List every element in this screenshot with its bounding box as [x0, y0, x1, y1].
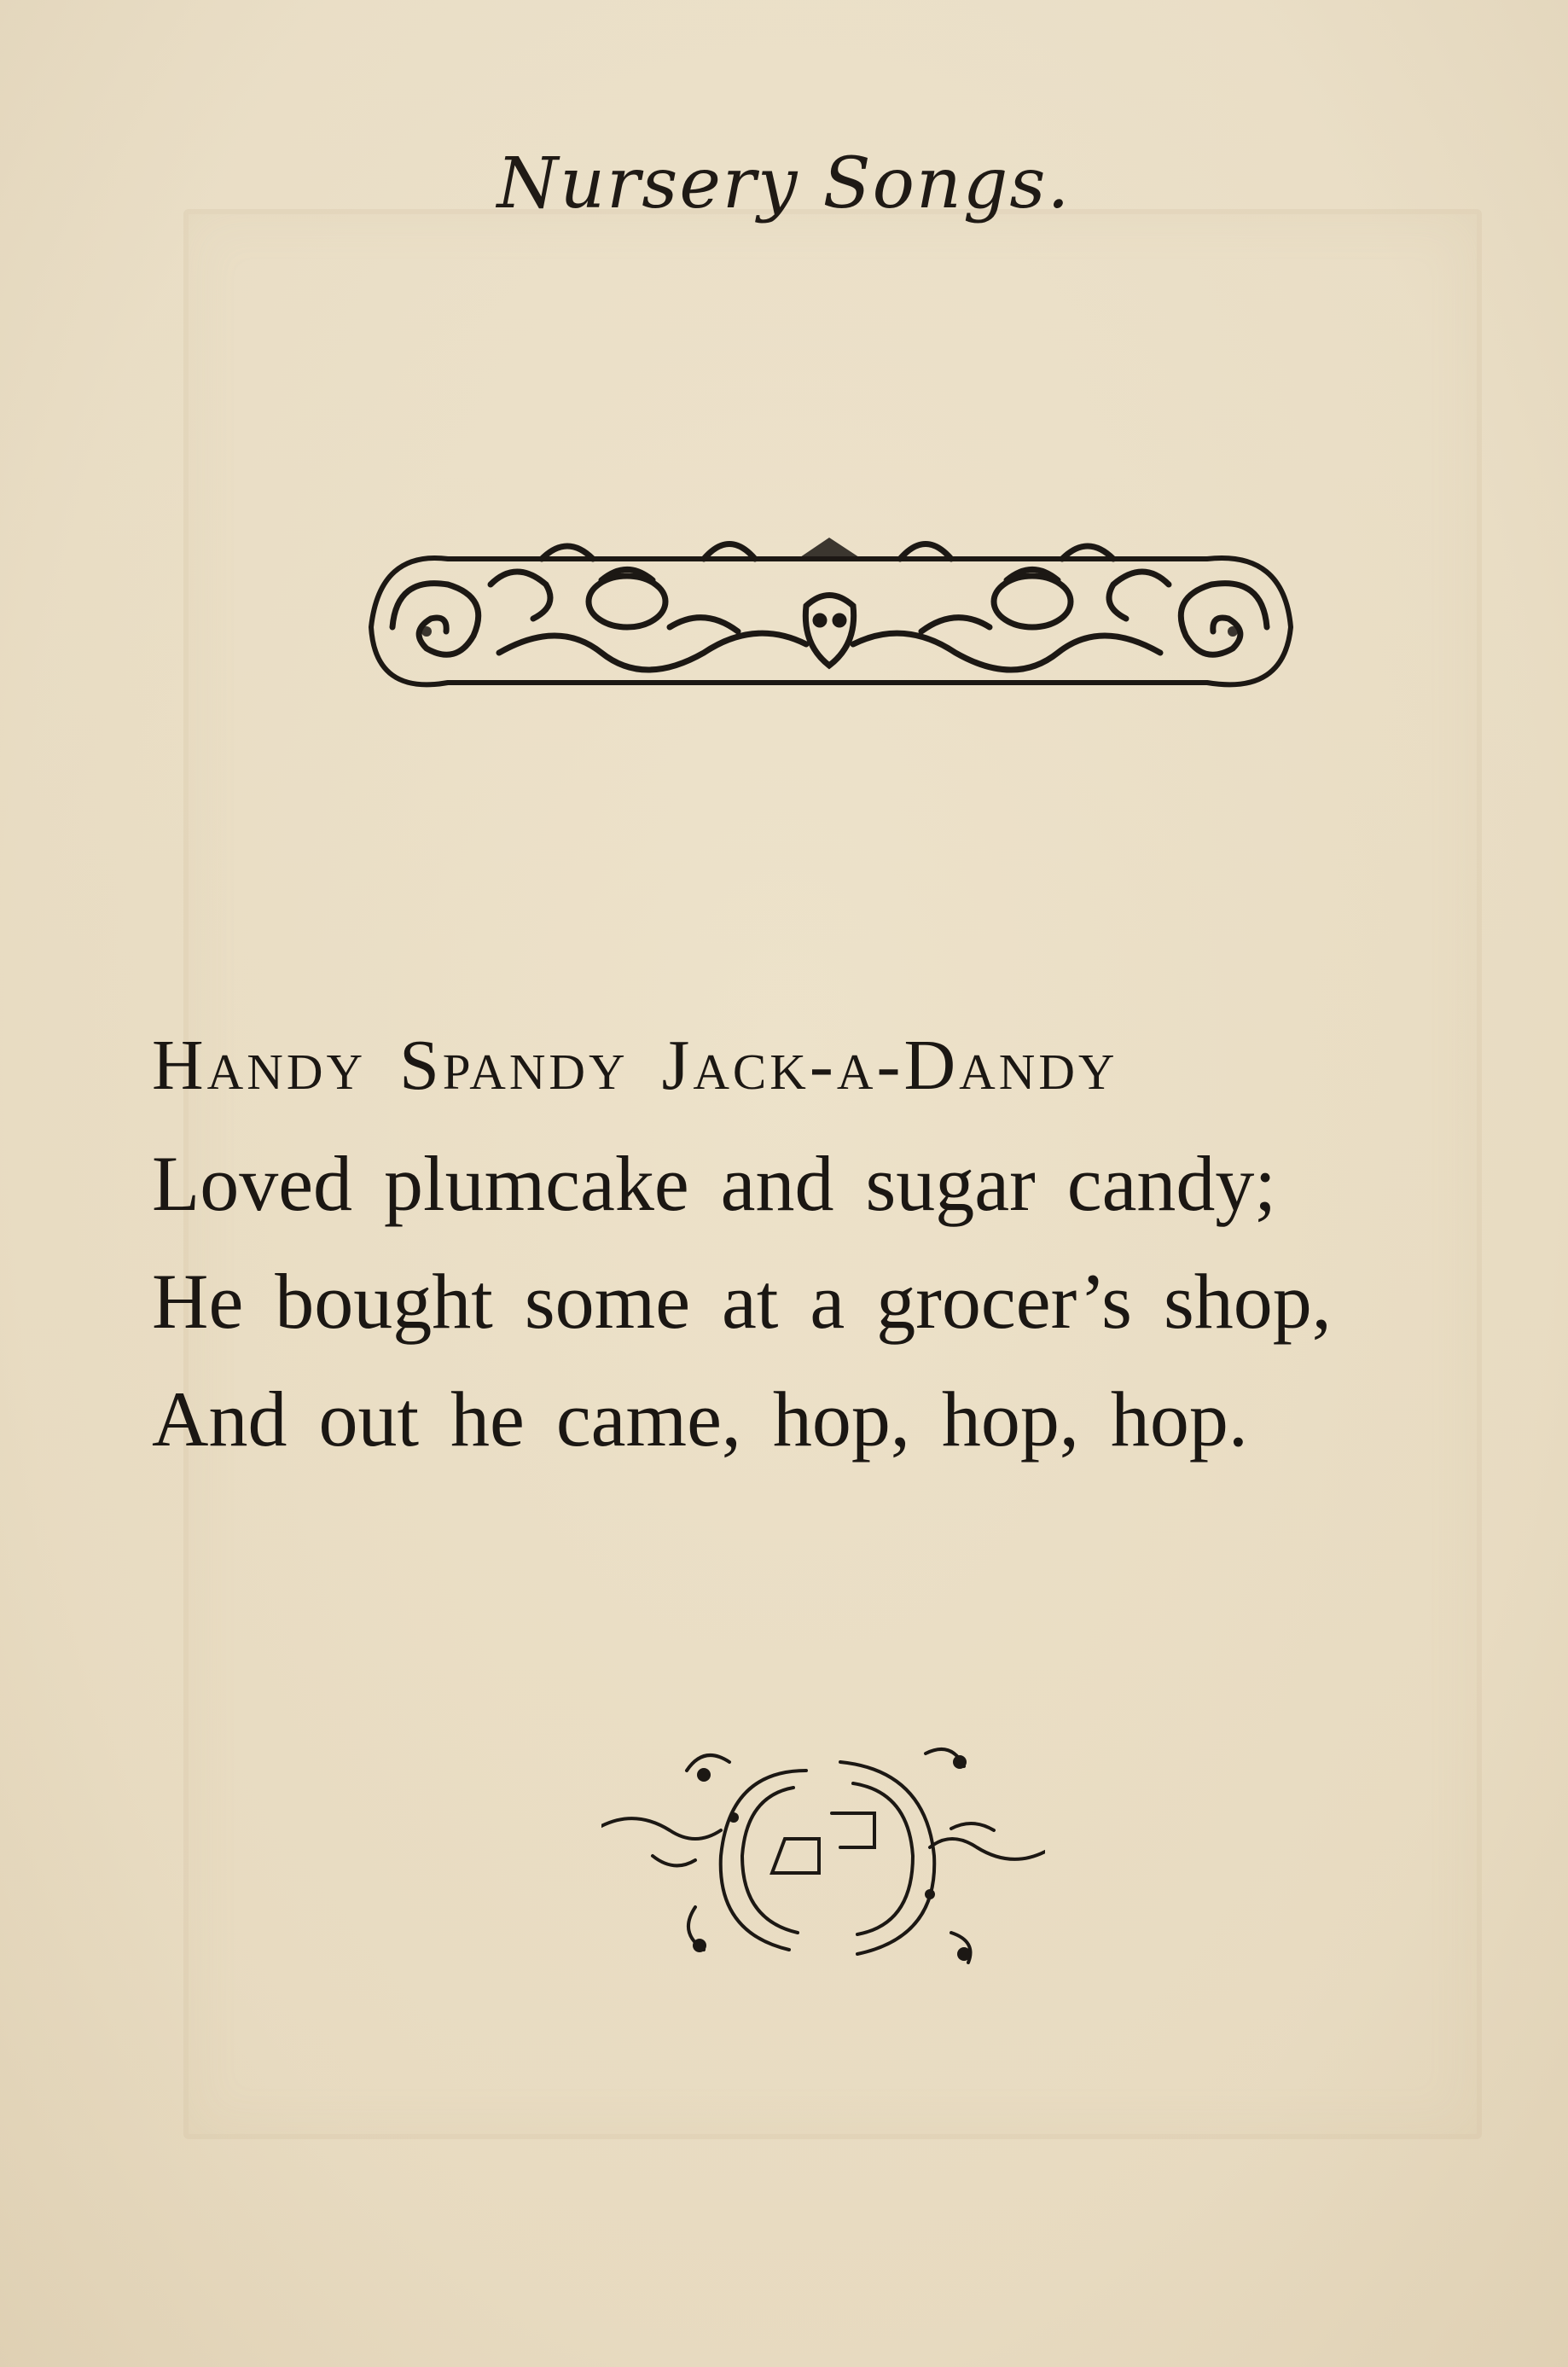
poem-line-3: And out he came, hop, hop, hop. [152, 1375, 1248, 1463]
monogram-tailpiece-icon [601, 1736, 1045, 1975]
poem-line-1: Loved plumcake and sugar candy; [152, 1140, 1276, 1227]
poem-stanza [152, 1007, 1483, 1478]
poem-title-line: Handy Spandy Jack-a-Dandy [152, 1026, 1118, 1105]
running-header: Nursery Songs. [497, 143, 1071, 224]
headpiece-ornament-icon [346, 525, 1314, 708]
poem-line-2: He bought some at a grocer’s shop, [152, 1258, 1332, 1345]
